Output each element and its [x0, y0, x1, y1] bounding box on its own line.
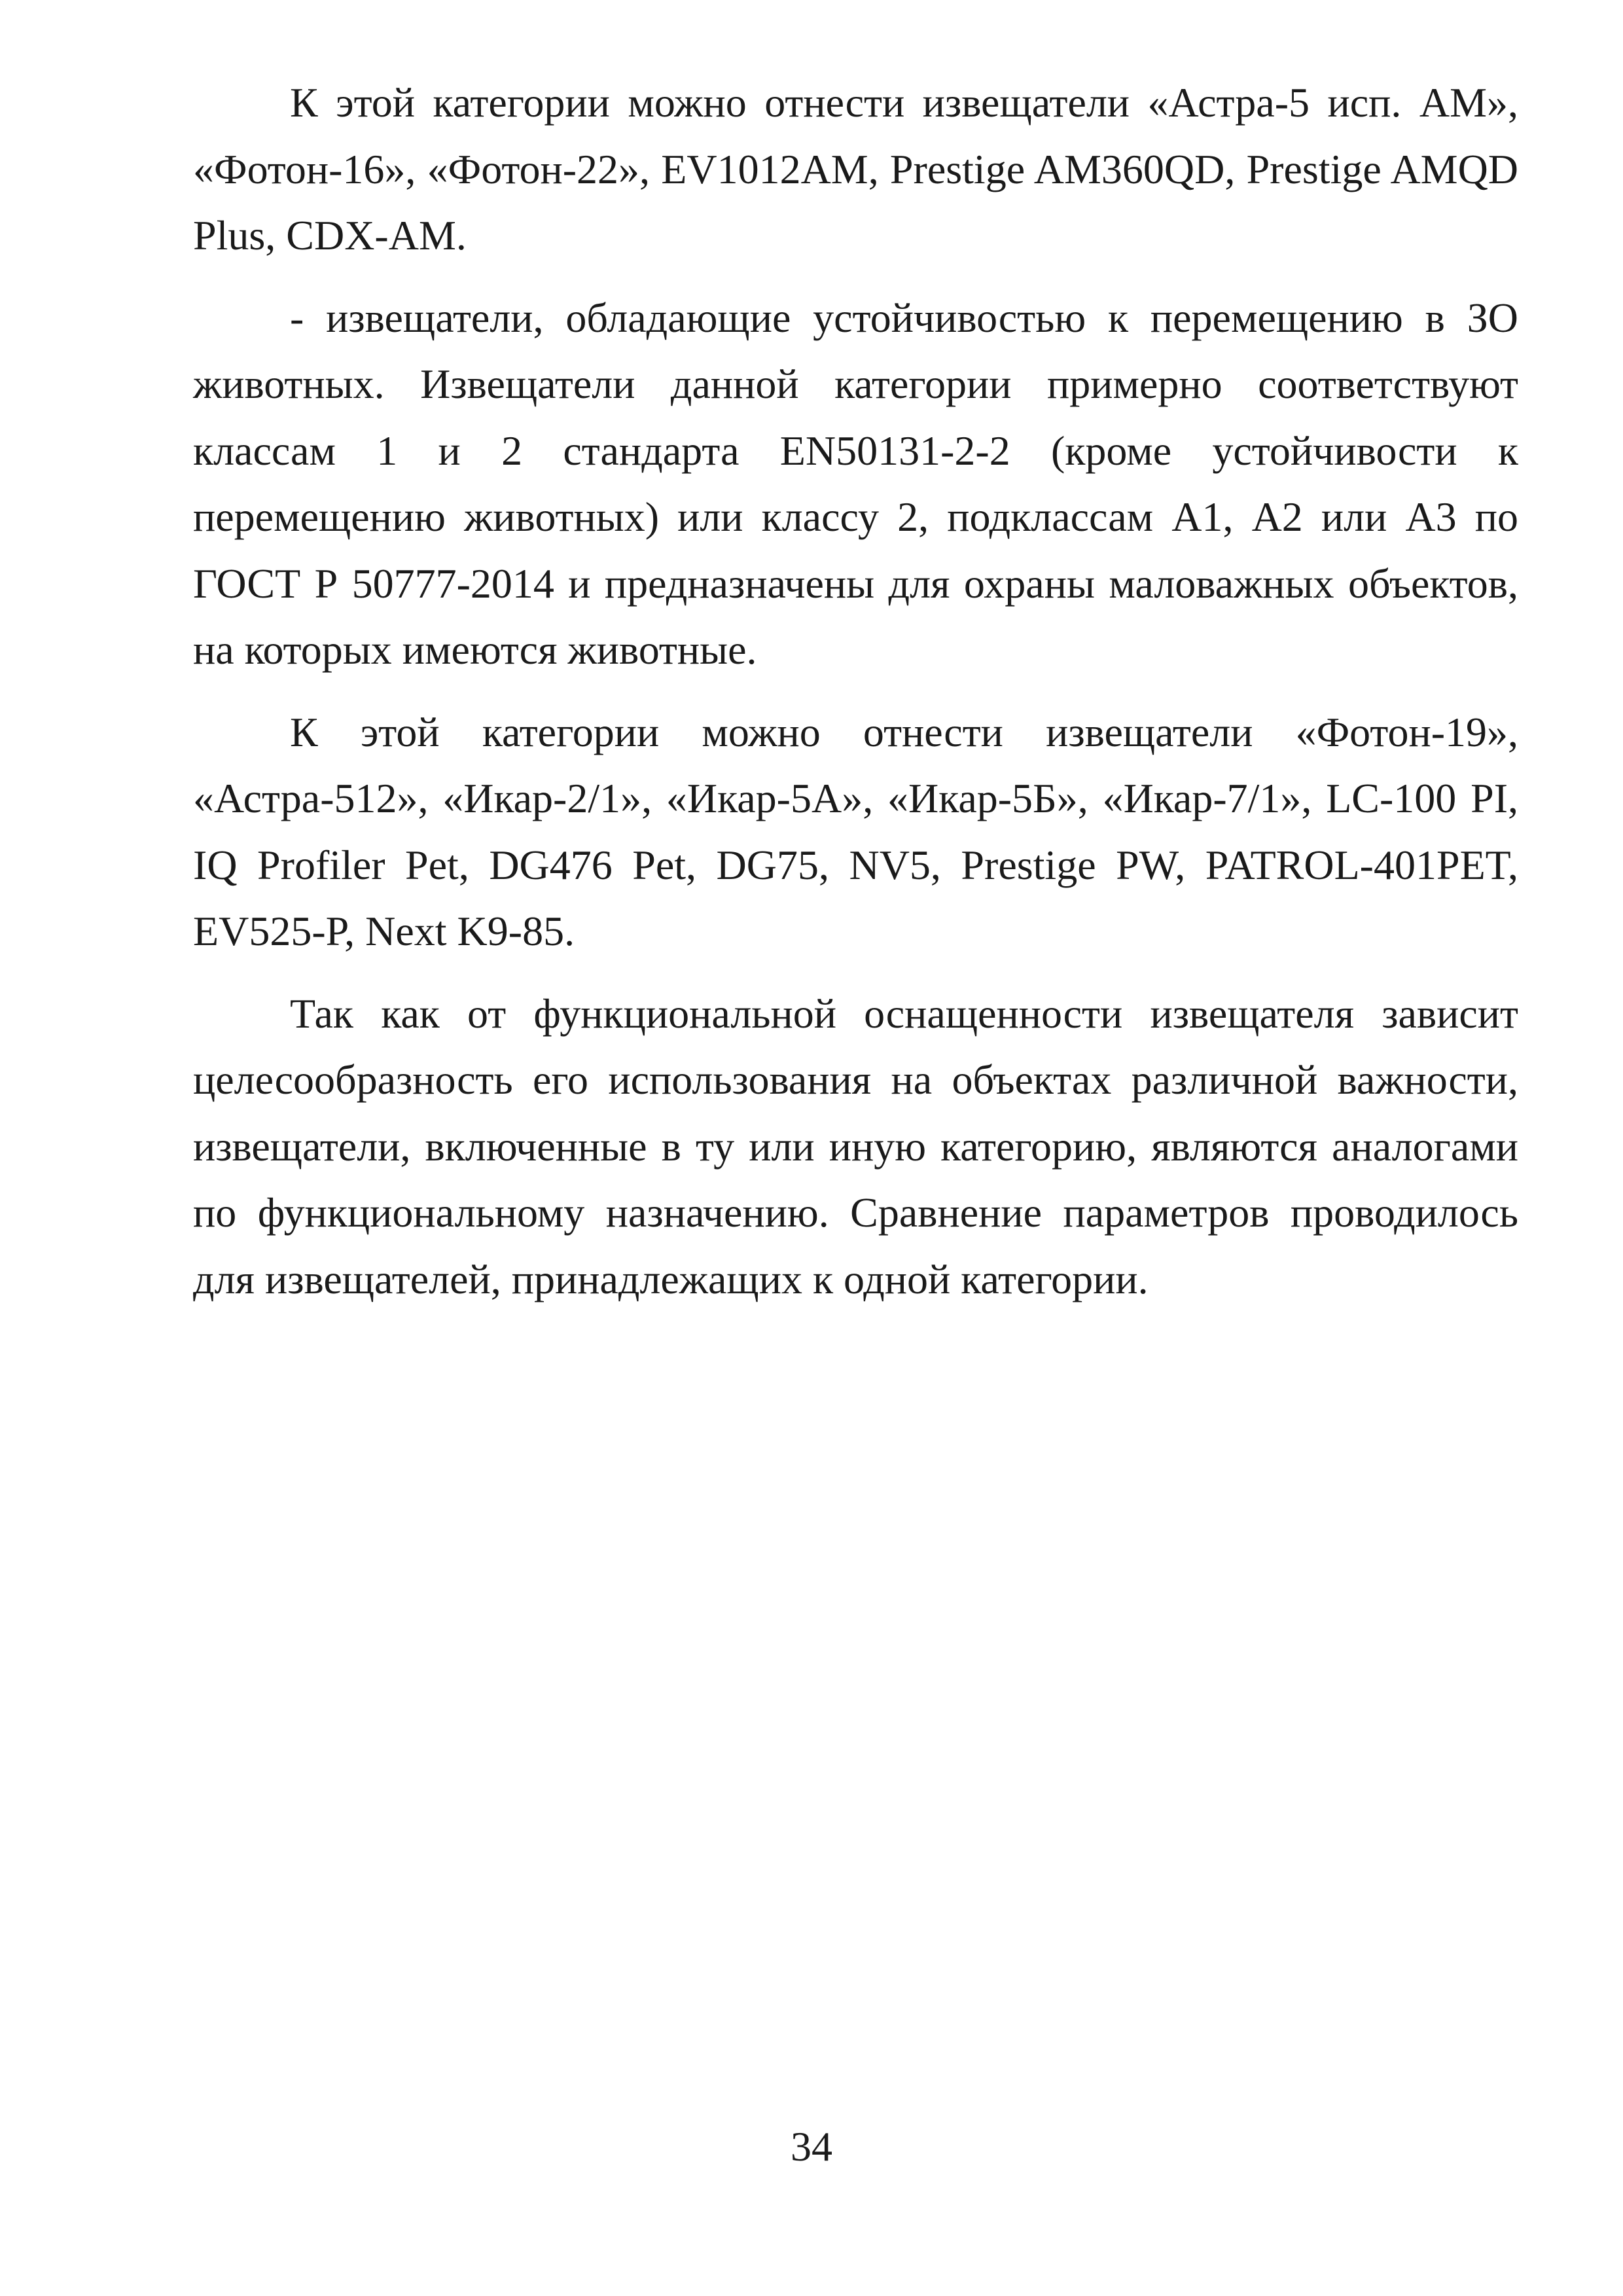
paragraph-conclusion: Так как от функциональной оснащенности извещателя зависит целесообразность его использования на объектах различной важности, извещатели, включенные в ту или иную категорию, являются аналогами по функциональному назначению. Сравнение параметров проводилось для извещателей, принадлежащих к одной категории. [193, 990, 1518, 1302]
paragraph-category-am-examples: К этой категории можно отнести извещатели «Астра-5 исп. АМ», «Фотон-16», «Фотон-22», EV1012AM, Prestige AM360QD, Prestige AMQD Plus, CDX-AM. [193, 79, 1518, 259]
page-number: 34 [791, 2123, 832, 2170]
text-body [193, 69, 1518, 1328]
paragraph-pet-immune-category: - извещатели, обладающие устойчивостью к перемещению в ЗО животных. Извещатели данной категории примерно соответствуют классам 1 и 2 стандарта EN50131-2-2 (кроме устойчивости к перемещению животных) или классу 2, подклассам А1, А2 или А3 по ГОСТ Р 50777-2014 и предназначены для охраны маловажных объектов, на которых имеются животные. [193, 294, 1518, 673]
paragraph-category-pet-examples: К этой категории можно отнести извещатели «Фотон-19», «Астра-512», «Икар-2/1», «Икар-5А», «Икар-5Б», «Икар-7/1», LC-100 PI, IQ Profiler Pet, DG476 Pet, DG75, NV5, Prestige PW, PATROL-401PET, EV525-P, Next K9-85. [193, 708, 1518, 954]
